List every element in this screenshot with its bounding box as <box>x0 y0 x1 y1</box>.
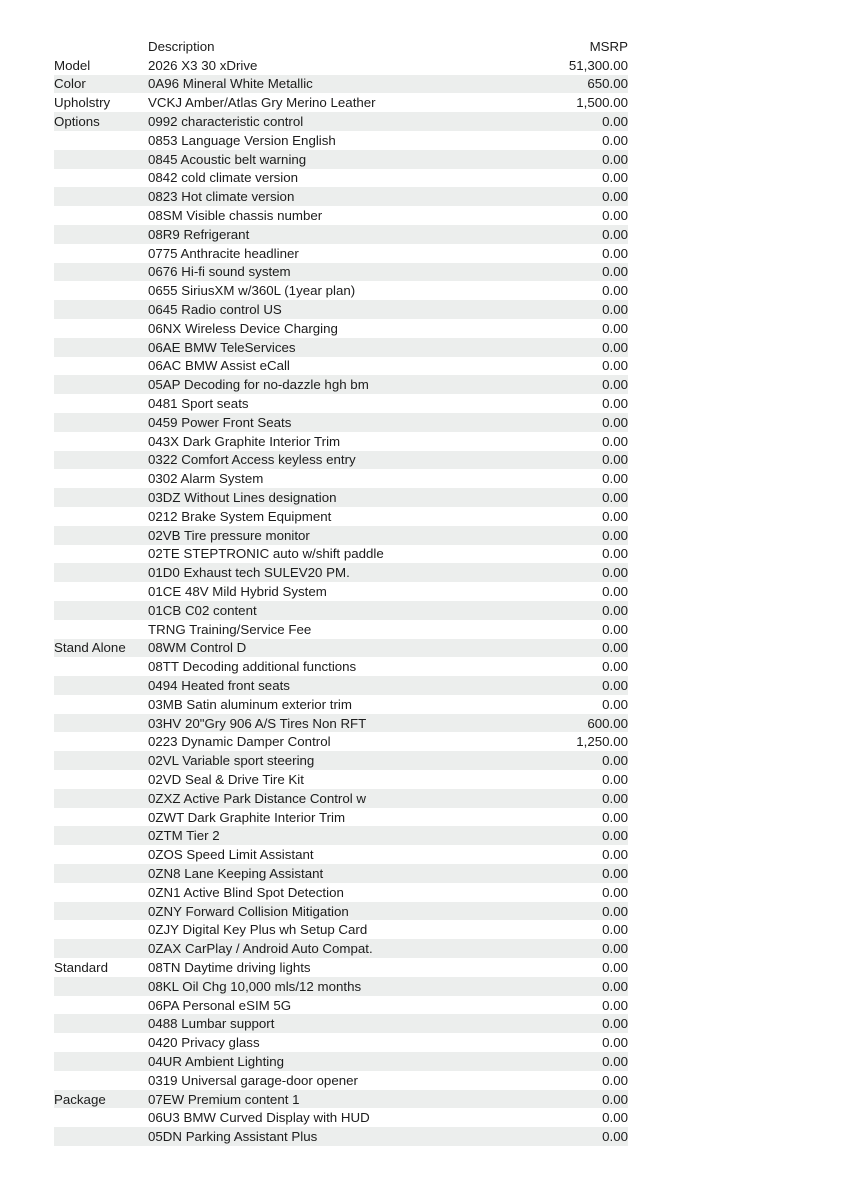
row-category <box>54 770 148 789</box>
row-category <box>54 1052 148 1071</box>
row-category <box>54 826 148 845</box>
row-description: 05DN Parking Assistant Plus <box>148 1129 318 1145</box>
row-description: 043X Dark Graphite Interior Trim <box>148 433 341 449</box>
table-row <box>54 657 628 676</box>
row-msrp: 51,300.00 <box>568 57 628 73</box>
row-description: 0655 SiriusXM w/360L (1year plan) <box>148 283 356 299</box>
row-category <box>54 601 148 620</box>
row-category <box>54 432 148 451</box>
row-category <box>54 206 148 225</box>
table-row <box>54 244 628 263</box>
table-row <box>54 1127 628 1146</box>
row-category <box>54 996 148 1015</box>
row-msrp: 0.00 <box>602 959 628 975</box>
msrp-column-header: MSRP <box>589 38 628 54</box>
row-category <box>54 357 148 376</box>
row-msrp: 0.00 <box>602 264 628 280</box>
table-row <box>54 639 628 658</box>
table-row <box>54 300 628 319</box>
row-category <box>54 169 148 188</box>
table-row <box>54 413 628 432</box>
row-description: 08TT Decoding additional functions <box>148 659 357 675</box>
row-msrp: 0.00 <box>602 339 628 355</box>
table-row <box>54 601 628 620</box>
row-description: VCKJ Amber/Atlas Gry Merino Leather <box>148 95 376 111</box>
table-row <box>54 469 628 488</box>
row-description: 02VL Variable sport steering <box>148 753 315 769</box>
row-msrp: 0.00 <box>602 884 628 900</box>
row-msrp: 0.00 <box>602 1016 628 1032</box>
table-row <box>54 131 628 150</box>
row-category <box>54 244 148 263</box>
row-description: 07EW Premium content 1 <box>148 1091 300 1107</box>
row-description: 01CB C02 content <box>148 602 257 618</box>
category-column-header <box>54 37 148 56</box>
row-category <box>54 375 148 394</box>
row-description: 06U3 BMW Curved Display with HUD <box>148 1110 370 1126</box>
table-row <box>54 845 628 864</box>
table-row <box>54 1108 628 1127</box>
table-row <box>54 75 628 94</box>
table-row <box>54 1033 628 1052</box>
row-category <box>54 883 148 902</box>
row-msrp: 0.00 <box>602 922 628 938</box>
row-msrp: 600.00 <box>587 715 628 731</box>
row-msrp: 0.00 <box>602 414 628 430</box>
row-msrp: 0.00 <box>602 602 628 618</box>
row-description: 0ZWT Dark Graphite Interior Trim <box>148 809 346 825</box>
table-row <box>54 563 628 582</box>
row-description: 0775 Anthracite headliner <box>148 245 299 261</box>
table-header-row <box>54 37 628 56</box>
row-description: 06PA Personal eSIM 5G <box>148 997 292 1013</box>
row-description: 06NX Wireless Device Charging <box>148 320 338 336</box>
table-row <box>54 150 628 169</box>
row-category <box>54 187 148 206</box>
row-msrp: 0.00 <box>602 189 628 205</box>
table-row <box>54 225 628 244</box>
row-category: Stand Alone <box>54 640 126 656</box>
row-category <box>54 488 148 507</box>
row-description: 0212 Brake System Equipment <box>148 508 332 524</box>
row-msrp: 0.00 <box>602 452 628 468</box>
table-row <box>54 93 628 112</box>
row-category <box>54 526 148 545</box>
table-row <box>54 112 628 131</box>
row-category <box>54 977 148 996</box>
row-msrp: 0.00 <box>602 377 628 393</box>
row-category <box>54 657 148 676</box>
table-row <box>54 526 628 545</box>
row-description: 0845 Acoustic belt warning <box>148 151 307 167</box>
row-msrp: 0.00 <box>602 1091 628 1107</box>
row-msrp: 1,250.00 <box>576 734 628 750</box>
row-description: 0A96 Mineral White Metallic <box>148 76 313 92</box>
table-row <box>54 883 628 902</box>
row-description: 0494 Heated front seats <box>148 677 290 693</box>
table-row <box>54 338 628 357</box>
row-category <box>54 507 148 526</box>
row-msrp: 0.00 <box>602 997 628 1013</box>
row-description: 0319 Universal garage-door opener <box>148 1072 358 1088</box>
row-description: 08TN Daytime driving lights <box>148 959 311 975</box>
row-description: 06AE BMW TeleServices <box>148 339 296 355</box>
row-category <box>54 1033 148 1052</box>
row-category <box>54 281 148 300</box>
table-row <box>54 1014 628 1033</box>
row-category <box>54 300 148 319</box>
row-msrp: 0.00 <box>602 677 628 693</box>
row-msrp: 0.00 <box>602 584 628 599</box>
row-msrp: 0.00 <box>602 847 628 863</box>
row-description: 02VB Tire pressure monitor <box>148 527 310 543</box>
row-description: 0ZTM Tier 2 <box>148 828 220 844</box>
row-category <box>54 1127 148 1146</box>
row-msrp: 0.00 <box>602 170 628 186</box>
row-category <box>54 413 148 432</box>
row-category <box>54 469 148 488</box>
row-category <box>54 620 148 639</box>
table-row <box>54 977 628 996</box>
table-row <box>54 545 628 564</box>
table-row <box>54 507 628 526</box>
row-msrp: 0.00 <box>602 527 628 543</box>
row-description: 0992 characteristic control <box>148 114 304 130</box>
row-description: 0481 Sport seats <box>148 396 249 412</box>
table-row <box>54 826 628 845</box>
vehicle-pricing-table <box>54 37 628 1146</box>
row-msrp: 0.00 <box>602 508 628 524</box>
row-description: 0853 Language Version English <box>148 132 336 148</box>
row-category <box>54 1071 148 1090</box>
row-category <box>54 563 148 582</box>
row-description: 0823 Hot climate version <box>148 189 295 205</box>
row-msrp: 0.00 <box>602 132 628 148</box>
row-category <box>54 676 148 695</box>
row-msrp: 0.00 <box>602 226 628 242</box>
row-msrp: 0.00 <box>602 302 628 318</box>
row-category <box>54 131 148 150</box>
table-row <box>54 488 628 507</box>
row-msrp: 0.00 <box>602 396 628 412</box>
row-description: 03MB Satin aluminum exterior trim <box>148 696 352 712</box>
row-description: 0ZN8 Lane Keeping Assistant <box>148 865 324 881</box>
table-row <box>54 695 628 714</box>
row-description: 0ZN1 Active Blind Spot Detection <box>148 884 344 900</box>
row-description: 0302 Alarm System <box>148 471 264 487</box>
table-row <box>54 375 628 394</box>
row-msrp: 0.00 <box>602 809 628 825</box>
row-description: 2026 X3 30 xDrive <box>148 57 258 73</box>
row-category <box>54 714 148 733</box>
table-row <box>54 206 628 225</box>
row-msrp: 0.00 <box>602 753 628 769</box>
row-category <box>54 319 148 338</box>
row-msrp: 0.00 <box>602 546 628 562</box>
row-category <box>54 695 148 714</box>
row-description: 06AC BMW Assist eCall <box>148 358 290 374</box>
table-row <box>54 902 628 921</box>
row-description: 08SM Visible chassis number <box>148 208 323 224</box>
row-msrp: 0.00 <box>602 978 628 994</box>
row-description: 0ZXZ Active Park Distance Control w <box>148 790 366 806</box>
row-description: 0ZNY Forward Collision Mitigation <box>148 903 349 919</box>
row-category <box>54 789 148 808</box>
row-msrp: 0.00 <box>602 1129 628 1145</box>
row-description: 03HV 20"Gry 906 A/S Tires Non RFT <box>148 715 367 731</box>
row-category <box>54 845 148 864</box>
row-category <box>54 751 148 770</box>
table-row <box>54 808 628 827</box>
row-category: Options <box>54 114 100 130</box>
row-description: 0322 Comfort Access keyless entry <box>148 452 356 468</box>
row-msrp: 0.00 <box>602 433 628 449</box>
row-msrp: 0.00 <box>602 320 628 336</box>
row-msrp: 0.00 <box>602 471 628 487</box>
table-row <box>54 789 628 808</box>
table-row <box>54 1071 628 1090</box>
row-description: 08R9 Refrigerant <box>148 226 250 242</box>
table-row <box>54 582 628 601</box>
table-row <box>54 751 628 770</box>
row-msrp: 0.00 <box>602 283 628 299</box>
row-description: 03DZ Without Lines designation <box>148 490 337 506</box>
table-row <box>54 169 628 188</box>
row-msrp: 0.00 <box>602 941 628 957</box>
row-category: Model <box>54 57 91 73</box>
row-description: 0ZOS Speed Limit Assistant <box>148 847 314 863</box>
row-msrp: 0.00 <box>602 490 628 506</box>
row-description: 02VD Seal & Drive Tire Kit <box>148 771 304 787</box>
table-row <box>54 451 628 470</box>
row-msrp: 0.00 <box>602 771 628 787</box>
row-category <box>54 732 148 751</box>
table-row <box>54 319 628 338</box>
row-category <box>54 920 148 939</box>
row-msrp: 0.00 <box>602 1053 628 1069</box>
row-description: 0459 Power Front Seats <box>148 414 292 430</box>
row-msrp: 0.00 <box>602 790 628 806</box>
table-row <box>54 281 628 300</box>
table-row <box>54 996 628 1015</box>
row-category <box>54 394 148 413</box>
table-row <box>54 939 628 958</box>
table-row <box>54 864 628 883</box>
row-description: 0ZJY Digital Key Plus wh Setup Card <box>148 922 368 938</box>
table-row <box>54 958 628 977</box>
row-category <box>54 902 148 921</box>
row-msrp: 0.00 <box>602 151 628 167</box>
row-category: Color <box>54 76 86 92</box>
table-row <box>54 714 628 733</box>
row-description: TRNG Training/Service Fee <box>148 621 312 637</box>
row-msrp: 1,500.00 <box>576 95 628 111</box>
row-msrp: 0.00 <box>602 1110 628 1126</box>
row-msrp: 0.00 <box>602 640 628 656</box>
row-category <box>54 545 148 564</box>
row-category <box>54 338 148 357</box>
row-category: Standard <box>54 959 108 975</box>
row-description: 0488 Lumbar support <box>148 1016 275 1032</box>
row-msrp: 0.00 <box>602 1035 628 1051</box>
row-msrp: 0.00 <box>602 114 628 130</box>
row-msrp: 0.00 <box>602 358 628 374</box>
description-column-header: Description <box>148 38 215 54</box>
row-description: 04UR Ambient Lighting <box>148 1053 285 1069</box>
row-description: 0676 Hi-fi sound system <box>148 264 291 280</box>
table-row <box>54 676 628 695</box>
row-msrp: 0.00 <box>602 828 628 844</box>
row-msrp: 0.00 <box>602 696 628 712</box>
row-msrp: 650.00 <box>587 76 628 92</box>
table-row <box>54 1052 628 1071</box>
row-description: 01D0 Exhaust tech SULEV20 PM. <box>148 565 350 581</box>
row-description: 0420 Privacy glass <box>148 1035 260 1051</box>
table-row <box>54 357 628 376</box>
table-row <box>54 432 628 451</box>
row-category: Upholstry <box>54 95 111 111</box>
row-msrp: 0.00 <box>602 621 628 637</box>
table-row <box>54 56 628 75</box>
row-description: 08WM Control D <box>148 640 247 656</box>
row-description: 08KL Oil Chg 10,000 mls/12 months <box>148 978 362 994</box>
row-category <box>54 1108 148 1127</box>
row-category <box>54 1014 148 1033</box>
row-category <box>54 451 148 470</box>
table-row <box>54 620 628 639</box>
row-description: 0842 cold climate version <box>148 170 299 186</box>
row-msrp: 0.00 <box>602 208 628 224</box>
table-row <box>54 263 628 282</box>
row-category <box>54 939 148 958</box>
row-category <box>54 808 148 827</box>
table-row <box>54 770 628 789</box>
row-description: 0ZAX CarPlay / Android Auto Compat. <box>148 941 373 957</box>
row-description: 05AP Decoding for no-dazzle hgh bm <box>148 377 369 393</box>
row-msrp: 0.00 <box>602 245 628 261</box>
row-category <box>54 582 148 601</box>
table-row <box>54 1090 628 1109</box>
table-row <box>54 394 628 413</box>
row-msrp: 0.00 <box>602 1072 628 1088</box>
row-description: 01CE 48V Mild Hybrid System <box>148 584 327 599</box>
table-row <box>54 920 628 939</box>
row-description: 0223 Dynamic Damper Control <box>148 734 331 750</box>
table-row <box>54 732 628 751</box>
table-row <box>54 187 628 206</box>
row-msrp: 0.00 <box>602 565 628 581</box>
row-msrp: 0.00 <box>602 865 628 881</box>
row-msrp: 0.00 <box>602 659 628 675</box>
row-msrp: 0.00 <box>602 903 628 919</box>
row-category <box>54 225 148 244</box>
row-category: Package <box>54 1091 106 1107</box>
row-description: 02TE STEPTRONIC auto w/shift paddle <box>148 546 384 562</box>
table-body <box>54 56 628 1146</box>
row-category <box>54 150 148 169</box>
row-description: 0645 Radio control US <box>148 302 282 318</box>
row-category <box>54 864 148 883</box>
row-category <box>54 263 148 282</box>
